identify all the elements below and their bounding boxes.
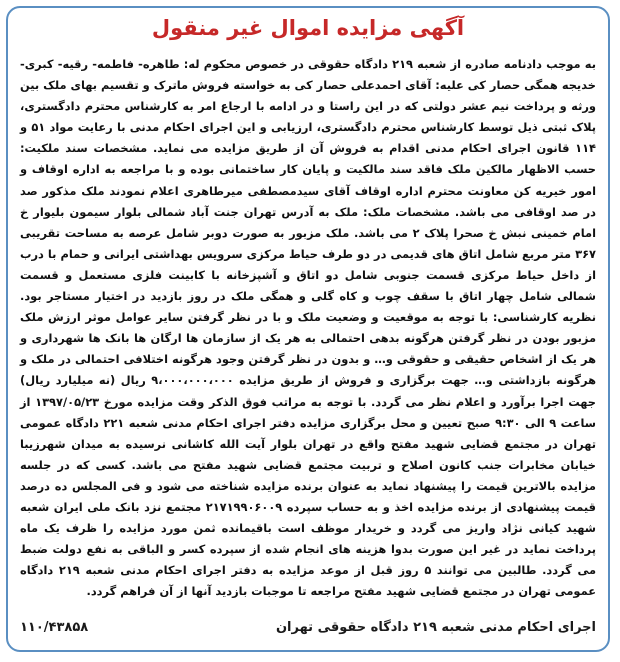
notice-frame [6, 6, 610, 652]
notice-code: ۱۱۰/۴۳۸۵۸ [20, 620, 89, 635]
signer: اجرای احکام مدنی شعبه ۲۱۹ دادگاه حقوقی تهران [275, 620, 596, 635]
notice-footer [20, 620, 596, 644]
notice-body: به موجب دادنامه صادره از شعبه ۲۱۹ دادگاه حقوقی در خصوص محکوم له: طاهره- فاطمه- رقیه- کبری- خدیجه همگی حصار کی علیه: آقای احمدعلی حصار کی به خواسته فروش ماترک و تقسیم بهای ملک بین ورثه و پرداخت نیم عشر دولتی که در این راستا و در ادامه با ارجاع امر به کارشناس محترم دادگستری، پلاک ثبتی ذیل توسط کارشناس محترم دادگستری، ارزیابی و این اجرای احکام مدنی با رعایت مواد ۵۱ و ۱۱۴ قانون اجرای احکام مدنی اقدام به فروش آن از طریق مزایده می نماید. مشخصات سند ملکیت: حسب الاظهار مالکین ملک فاقد سند مالکیت و پایان کار ساختمانی بوده و با مراجعه به اداره اوقاف و امور خیریه کن معاونت محترم اداره اوقاف آقای سیدمصطفی میرطاهری اعلام نمودند ملک مذکور صد در صد اوقافی می باشد. مشخصات ملک: ملک به آدرس تهران جنت آباد شمالی بلوار سیمون بلیوار خ امام خمینی نبش خ صحرا پلاک ۲ می باشد. ملک مزبور به صورت دوبر شامل عرصه به مساحت تقریبی ۳۶۷ متر مربع شامل اتاق های قدیمی در دو طرف حیاط مرکزی سرویس بهداشتی ایرانی و حمام با درب از داخل حیاط مرکزی قسمت جنوبی شامل دو اتاق و آشپزخانه با کابینت فلزی مستعمل و قسمت شمالی شامل چهار اتاق با سقف چوب و کاه گلی و همگی ملک در روز بازدید در اختیار مستاجر بود. نظریه کارشناسی: با توجه به موقعیت و وضعیت ملک و با در نظر گرفتن سایر عوامل موثر ارزش ملک مزبور بودن در نظر گرفتن هرگونه بدهی احتمالی به هر یک از سازمان ها ارگان ها بانک ها شهرداری و هر یک از اشخاص حقیقی و حقوقی و… و بدون در نظر گرفتن وجود هرگونه اختلافی احتمالی در ملک و هرگونه بازداشتی و… جهت برگزاری و فروش از طریق مزایده ۹،۰۰۰،۰۰۰،۰۰۰ ریال (نه میلیارد ریال) جهت اجرا برآورد و اعلام نظر می گردد. با توجه به مراتب فوق الذکر وقت مزایده مورخ ۱۳۹۷/۰۵/۲۳ از ساعت ۹ الی ۹:۳۰ صبح تعیین و محل برگزاری مزایده دفتر اجرای احکام مدنی شعبه ۲۲۱ دادگاه عمومی تهران در مجتمع قضایی شهید مفتح واقع در تهران بلوار آیت الله کاشانی نرسیده به میدان شهرزیبا خیابان مخابرات جنب کانون اصلاح و تربیت مجتمع قضایی شهید مفتح می باشد. کسی که در جلسه مزایده بالاترین قیمت را پیشنهاد نماید به عنوان برنده مزایده شناخته می شود و فی المجلس ده درصد قیمت پیشنهادی از برنده مزایده اخذ و به حساب سپرده ۲۱۷۱۹۹۰۶۰۰۹ مجتمع نزد بانک ملی ایران شعبه شهید کیانی نژاد واریز می گردد و خریدار موظف است باقیمانده ثمن مورد مزایده را ظرف یک ماه پرداخت نماید در غیر این صورت بدوا هزینه های انجام شده از سپرده کسر و الباقی به نفع دولت ضبط می گردد. طالبین می توانند ۵ روز قبل از موعد مزایده به دفتر اجرای احکام مدنی شعبه ۲۱۹ دادگاه عمومی تهران در مجتمع قضایی شهید مفتح مراجعه تا موجبات بازدید آنها از آن فراهم گردد. [20, 57, 597, 599]
notice-title: آگهی مزایده اموال غیر منقول [151, 16, 465, 40]
